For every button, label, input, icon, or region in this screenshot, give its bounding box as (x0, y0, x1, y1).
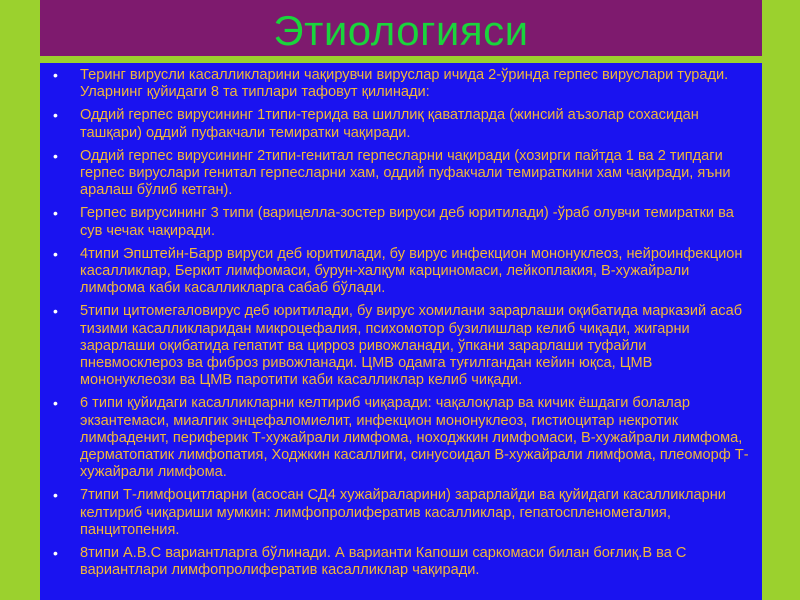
bullet-item-3 (40, 148, 752, 200)
bullet-item-2 (40, 107, 752, 141)
bullet-item-1 (40, 67, 752, 101)
bullet-text: 6 типи қуйидаги касалликларни келтириб чиқаради: чақалоқлар ва кичик ёшдаги болалар экзантемаси, миалгик энцефаломиелит, инфекцион мононуклеоз, гистиоцитар некротик лимфаденит, периферик Т-хужайрали лимфома, ноходжкин лимфомаси, В-хужайрали лимфома, дерматопатик лимфопатия, Ходжкин касаллиги, синусоидал В-хужайрали лимфома, плеоморф Т-хужайрали лимфома. (80, 395, 749, 481)
bullet-icon: • (53, 245, 58, 262)
bullet-text: Оддий герпес вирусининг 2типи-генитал герпесларни чақиради (хозирги пайтда 1 ва 2 типдаги герпес вируслари генитал герпесларни хам, оддий пуфакчали темираткини хам чақиради, яъни аралаш бўлиб кетган). (80, 147, 731, 199)
bullet-icon: • (53, 67, 58, 83)
bullet-item-8 (40, 487, 752, 539)
bullet-text: Теринг вирусли касалликларини чақирувчи вируслар ичида 2-ўринда герпес вируслари туради. Уларнинг қуйидаги 8 та типлари тафовут қилинади: (80, 67, 729, 101)
bullet-icon: • (53, 395, 58, 412)
bullet-text: Герпес вирусининг 3 типи (варицелла-зостер вируси деб юритилади) -ўраб олувчи темиратки ва сув чечак чақиради. (80, 205, 734, 239)
bullet-text: 8типи А.В.С вариантларга бўлинади. А варианти Капоши саркомаси билан боғлиқ.В ва С вариантлари лимфопролифератив касалликлар чақиради. (80, 545, 687, 579)
bullet-item-7 (40, 395, 752, 481)
bullet-text: 4типи Эпштейн-Барр вируси деб юритилади, бу вирус инфекцион мононуклеоз, нейроинфекцион касалликлар, Беркит лимфомаси, бурун-халқум карциномаси, лейкоплакия, В-хужайрали лимфома каби касалликларга сабаб бўлади. (80, 245, 743, 297)
bullet-item-9 (40, 545, 752, 579)
bullet-icon: • (53, 487, 58, 504)
bullet-icon: • (53, 107, 58, 124)
content-panel (40, 63, 762, 600)
bullet-icon: • (53, 147, 58, 164)
bullet-list (40, 67, 752, 579)
bullet-icon: • (53, 303, 58, 320)
bullet-item-4 (40, 205, 752, 239)
bullet-icon: • (53, 545, 58, 562)
bullet-text: 7типи Т-лимфоцитларни (асосан СД4 хужайраларини) зарарлайди ва қуйидаги касалликларни келтириб чиқариши мумкин: лимфопролифератив касалликлар, гепатоспленомегалия, панцитопения. (80, 487, 726, 538)
bullet-item-6 (40, 303, 752, 389)
bullet-item-5 (40, 246, 752, 298)
bullet-icon: • (53, 205, 58, 222)
slide-title: Этиологияси (273, 7, 529, 54)
bullet-text: Оддий герпес вирусининг 1типи-терида ва шиллиқ қаватларда (жинсий аъзолар сохасидан ташқари) оддий пуфакчали темиратки чақиради. (80, 107, 699, 141)
title-bar (40, 0, 762, 56)
bullet-text: 5типи цитомегаловирус деб юритилади, бу вирус хомилани зарарлаши оқибатида марказий асаб тизими касалликларидан микроцефалия, психомотор бузилишлар келиб чиқади, жигарни зарарлаши оқибатида гепатит ва цирроз ривожланади, ўпкани зарарлаши туфайли пневмосклероз ва фиброз ривожланади. ЦМВ одамга туғилгандан кейин юқса, ЦМВ мононуклеози ва ЦМВ паротити каби касалликлар келиб чиқади. (80, 303, 743, 389)
